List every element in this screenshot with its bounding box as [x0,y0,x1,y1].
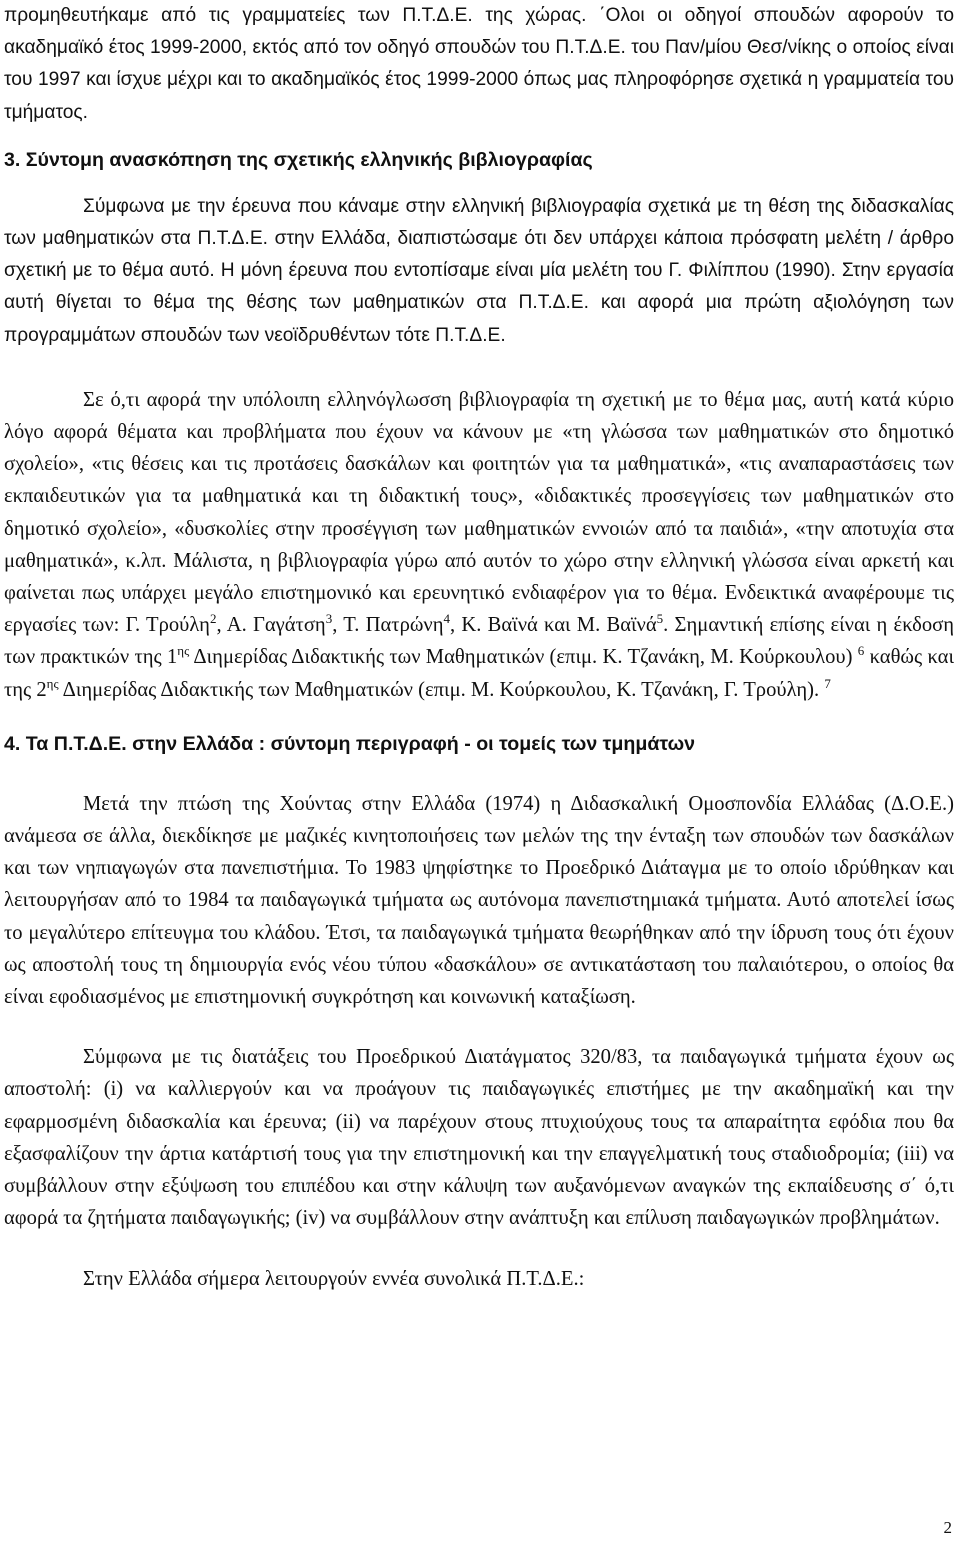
text-run: , Α. Γαγάτση [216,614,326,637]
document-page [4,0,954,1295]
footnote-ref-3: 3 [325,611,333,627]
section-4-heading: 4. Τα Π.Τ.Δ.Ε. στην Ελλάδα : σύντομη περιγραφή - οι τομείς των τμημάτων [4,732,696,755]
section-3-paragraph-1: Σύμφωνα με την έρευνα που κάναμε στην ελληνική βιβλιογραφία σχετικά με τη θέση της διδασκαλίας των μαθηματικών στα Π.Τ.Δ.Ε. στην Ελλάδα, διαπιστώσαμε ότι δεν υπάρχει κάποια πρόσφατη μελέτη / άρθρο σχετική με το θέμα αυτό. Η μόνη έρευνα που εντοπίσαμε είναι μία μελέτη του Γ. Φιλίππου (1990). Στην εργασία αυτή θίγεται το θέμα της θέσης των μαθηματικών στα Π.Τ.Δ.Ε. και αφορά μια πρώτη αξιολόγηση των προγραμμάτων σπουδών των νεοϊδρυθέντων τότε Π.Τ.Δ.Ε. [4,195,954,346]
ordinal-suffix: ης [46,675,59,691]
footnote-ref-4: 4 [443,611,450,627]
footnote-ref-2: 2 [209,611,217,627]
footnote-ref-7: 7 [824,675,831,691]
footnote-ref-6: 6 [857,643,865,659]
section-4-paragraph-1: Μετά την πτώση της Χούντας στην Ελλάδα (1974) η Διδασκαλική Ομοσπονδία Ελλάδας (Δ.Ο.Ε.) ανάμεσα σε άλλα, διεκδίκησε με μαζικές κινητοποιήσεις των μελών της την ένταξη των σπουδών των δασκάλων και των νηπιαγωγών στα πανεπιστήμια. Το 1983 ψηφίστηκε το Προεδρικό Διάταγμα με το οποίο ιδρύθηκαν και λειτουργήσαν από το 1984 τα παιδαγωγικά τμήματα ως αυτόνομα πανεπιστημιακά τμήματα. Αυτό αποτελεί ίσως το μεγαλύτερο επίτευγμα του κλάδου. Έτσι, τα παιδαγωγικά τμήματα θεωρήθηκαν από την ίδρυση τους ότι έχουν ως αποστολή τους τη δημιουργία ενός νέου τύπου «δασκάλου» σε αντικατάσταση του παλαιότερου, ο οποίος θα είναι εφοδιασμένος με επιστημονική συγκρότηση και κοινωνική καταξίωση. [4,792,954,1009]
text-run: , Κ. Βαϊνά και Μ. Βαϊνά [450,614,657,637]
footnote-ref-5: 5 [656,611,664,627]
text-run: καθώς και της 2 [4,646,954,701]
section-4-paragraph-3: Στην Ελλάδα σήμερα λειτουργούν εννέα συνολικά Π.Τ.Δ.Ε.: [83,1267,585,1290]
page-number: 2 [943,1518,952,1537]
text-run: . Σημαντική επίσης είναι η έκδοση των πρακτικών της 1 [4,614,955,669]
section-4-paragraph-2: Σύμφωνα με τις διατάξεις του Προεδρικού Διατάγματος 320/83, τα παιδαγωγικά τμήματα έχουν ως αποστολή: (i) να καλλιεργούν και να προάγουν τις παιδαγωγικές επιστήμες με την ακαδημαϊκή και την εφαρμοσμένη διδασκαλία και έρευνα; (ii) να παρέχουν στους πτυχιούχους τους τα απαραίτητα εφόδια που θα εξασφαλίζουν την άρτια κατάρτισή τους για την επιστημονική και την επαγγελματική τους σταδιοδρομία; (iii) να συμβάλλουν στην εξύψωση του επιπέδου και στην κάλυψη των αυξανόμενων αναγκών της εκπαίδευσης σ΄ ό,τι αφορά τα ζητήματα παιδαγωγικής; (iv) να συμβάλλουν στην ανάπτυξη και επίλυση παιδαγωγικών προβλημάτων. [4,1046,954,1230]
section-3-heading: 3. Σύντομη ανασκόπηση της σχετικής ελληνικής βιβλιογραφίας [4,148,593,171]
text-run: Διημερίδας Διδακτικής των Μαθηματικών (επιμ. Μ. Κούρκουλου, Κ. Τζανάκη, Γ. Τρούλη). [58,678,820,701]
section-3-paragraph-2 [4,384,954,706]
text-run: Διημερίδας Διδακτικής των Μαθηματικών (επιμ. Κ. Τζανάκη, Μ. Κούρκουλου) [189,646,853,669]
intro-paragraph: προμηθευτήκαμε από τις γραμματείες των Π.Τ.Δ.Ε. της χώρας. ΄Ολοι οι οδηγοί σπουδών αφορούν το ακαδημαϊκό έτος 1999-2000, εκτός από τον οδηγό σπουδών του Π.Τ.Δ.Ε. του Παν/μίου Θεσ/νίκης ο οποίος είναι του 1997 και ίσχυε μέχρι και το ακαδημαϊκός έτος 1999-2000 όπως μας πληροφόρησε σχετικά η γραμματεία του τμήματος. [4,5,954,123]
ordinal-suffix: ης [177,643,190,659]
text-run: , Τ. Πατρώνη [332,614,444,637]
text-run: Σε ό,τι αφορά την υπόλοιπη ελληνόγλωσση βιβλιογραφία τη σχετική με το θέμα μας, αυτή κατά κύριο λόγο αφορά θέματα και προβλήματα που έχουν να κάνουν με «τη γλώσσα των μαθηματικών στο δημοτικό σχολείο», «τις θέσεις και τις προτάσεις δασκάλων και φοιτητών για τα μαθηματικά», «τις αναπαραστάσεις των εκπαιδευτικών για τα μαθηματικά και τη διδακτική τους», «διδακτικές προσεγγίσεις των μαθηματικών στο δημοτικό σχολείο», «δυσκολίες στην προσέγγιση των μαθηματικών εννοιών από τα παιδιά», «την αποτυχία στα μαθηματικά», κ.λπ. Μάλιστα, η βιβλιογραφία γύρω από αυτόν το χώρο στην ελληνική γλώσσα είναι αρκετή και φαίνεται πως υπάρχει μεγάλο επιστημονικό και ερευνητικό ενδιαφέρον για το θέμα. Ενδεικτικά αναφέρουμε τις εργασίες των: Γ. Τρούλη [4,388,954,637]
